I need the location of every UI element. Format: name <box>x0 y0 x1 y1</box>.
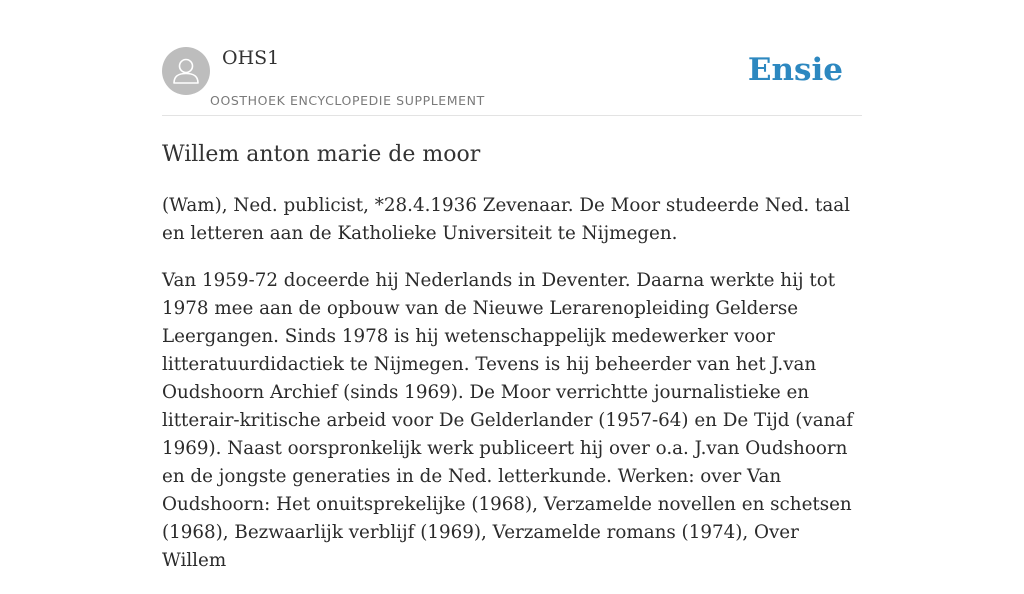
header <box>162 0 862 116</box>
article-title: Willem anton marie de moor <box>162 142 481 167</box>
article-paragraph: Van 1959-72 doceerde hij Nederlands in Deventer. Daarna werkte hij tot 1978 mee aan de opbouw van de Nieuwe Lerarenopleiding Gelderse Leergangen. Sinds 1978 is hij wetenschappelijk medewerker voor litteratuurdidactiek te Nijmegen. Tevens is hij beheerder van het J.van Oudshoorn Archief (sinds 1969). De Moor verrichtte journalistieke en litterair-kritische arbeid voor De Gelderlander (1957-64) en De Tijd (vanaf 1969). Naast oorspronkelijk werk publiceert hij over o.a. J.van Oudshoorn en de jongste generaties in de Ned. letterkunde. Werken: over Van Oudshoorn: Het onuitsprekelijke (1968), Verzamelde novellen en schetsen (1968), Bezwaarlijk verblijf (1969), Verzamelde romans (1974), Over Willem <box>162 270 854 571</box>
source-label[interactable]: OOSTHOEK ENCYCLOPEDIE SUPPLEMENT <box>210 93 485 108</box>
brand-logo[interactable]: Ensie <box>747 52 843 88</box>
article-body <box>162 192 862 594</box>
username[interactable]: OHS1 <box>222 47 280 69</box>
user-icon <box>162 47 210 95</box>
avatar[interactable] <box>162 47 210 95</box>
article-paragraph: (Wam), Ned. publicist, *28.4.1936 Zevenaar. De Moor studeerde Ned. taal en letteren aan de Katholieke Universiteit te Nijmegen. <box>162 195 850 244</box>
